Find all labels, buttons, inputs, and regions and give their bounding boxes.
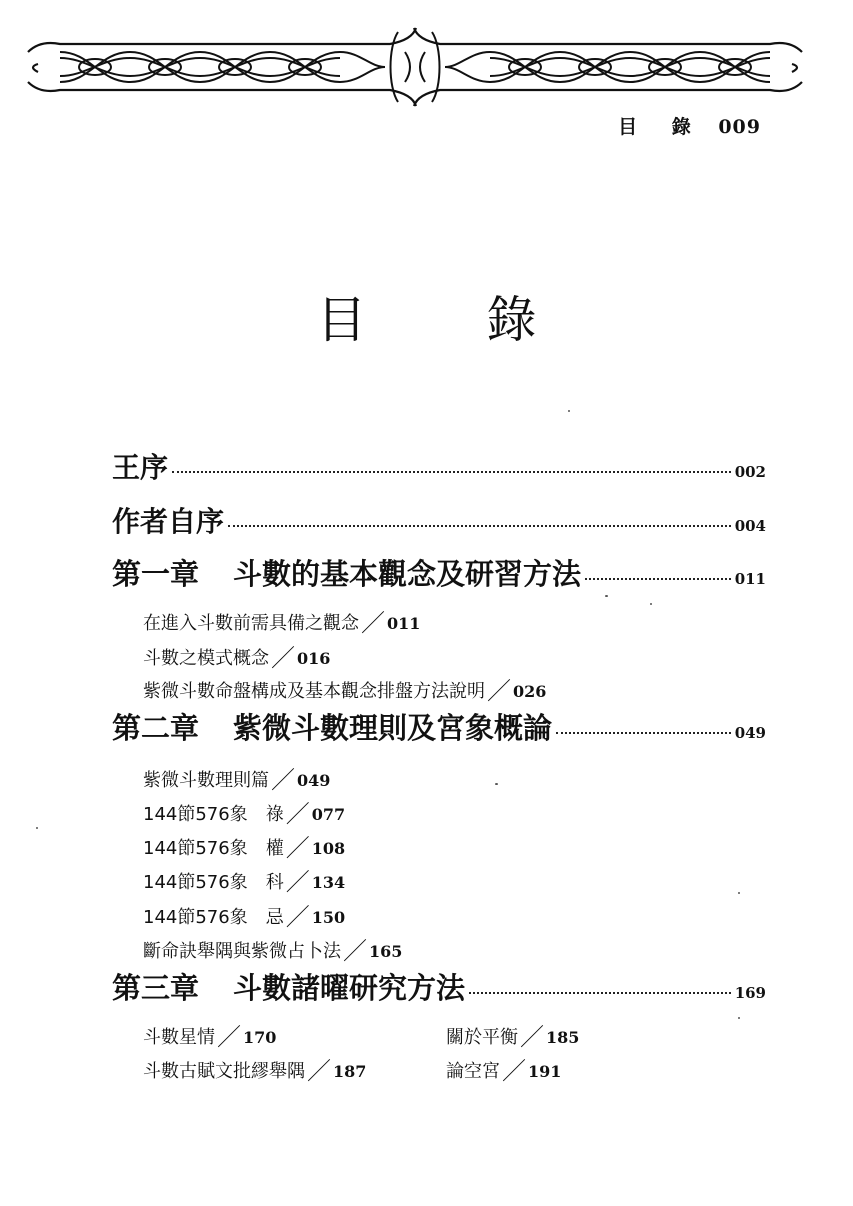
toc-sub-page: 016 (297, 649, 331, 668)
toc-chapter-3[interactable] (112, 966, 766, 1007)
toc-entry-page: 011 (734, 570, 766, 588)
toc-sub-label: 論空宮 (446, 1061, 500, 1082)
toc-sub-label: 紫微斗數理則篇 (143, 770, 269, 791)
toc-sub-entry[interactable] (446, 1015, 579, 1050)
toc-entry-page: 002 (734, 463, 766, 481)
toc-sub-label: 144節576象 權 (143, 838, 284, 859)
toc-sub-entry[interactable] (143, 758, 330, 793)
scan-speck (495, 783, 498, 785)
toc-sub-entry[interactable] (143, 1049, 366, 1084)
toc-sub-page: 165 (369, 942, 403, 961)
toc-entry-author-preface[interactable] (112, 500, 766, 540)
slash-separator: ／ (487, 677, 511, 705)
chapter-title: 斗數的基本觀念及研習方法 (233, 557, 582, 591)
toc-sub-label: 144節576象 忌 (143, 907, 284, 928)
toc-sub-label: 斷命訣舉隅與紫微占卜法 (143, 941, 341, 962)
toc-entry-label: 王序 (112, 451, 169, 484)
toc-sub-label: 斗數星情 (143, 1027, 215, 1048)
scan-speck (738, 892, 740, 894)
slash-separator: ／ (285, 868, 310, 896)
toc-sub-label: 紫微斗數命盤構成及基本觀念排盤方法說明 (143, 681, 485, 702)
toc-sub-page: 170 (243, 1028, 277, 1047)
chapter-title: 斗數諸曜研究方法 (233, 971, 466, 1005)
page-title: 目 錄 (316, 290, 589, 349)
toc-sub-page: 191 (528, 1062, 562, 1081)
knotwork-border-ornament (20, 22, 810, 108)
toc-sub-label: 144節576象 祿 (143, 804, 284, 825)
dot-leader (228, 525, 731, 527)
toc-sub-entry[interactable] (143, 895, 345, 930)
scan-speck (605, 595, 608, 597)
toc-sub-entry[interactable] (143, 929, 402, 964)
slash-separator: ／ (285, 903, 310, 931)
toc-chapter-heading (112, 552, 581, 593)
toc-sub-page: 026 (513, 682, 547, 701)
toc-chapter-heading (112, 706, 552, 747)
slash-separator: ／ (343, 937, 367, 965)
slash-separator: ／ (361, 609, 385, 637)
toc-sub-entry[interactable] (446, 1049, 561, 1084)
toc-sub-label: 關於平衡 (446, 1027, 518, 1048)
slash-separator: ／ (502, 1057, 526, 1085)
toc-sub-entry[interactable] (143, 601, 420, 636)
toc-sub-label: 144節576象 科 (143, 872, 284, 893)
slash-separator: ／ (520, 1023, 544, 1051)
slash-separator: ／ (307, 1057, 331, 1085)
scan-speck (650, 603, 652, 605)
toc-sub-entry[interactable] (143, 636, 330, 671)
toc-sub-entry[interactable] (143, 669, 546, 704)
chapter-title: 紫微斗數理則及宮象概論 (233, 711, 553, 745)
toc-entry-preface-wang[interactable] (112, 446, 766, 486)
chapter-number: 第二章 (112, 711, 200, 745)
toc-sub-page: 108 (311, 839, 346, 858)
toc-sub-page: 150 (311, 908, 346, 927)
toc-chapter-1[interactable] (112, 552, 766, 593)
toc-sub-page: 134 (311, 873, 346, 892)
toc-sub-page: 049 (297, 771, 331, 790)
dot-leader (172, 471, 731, 473)
toc-sub-entry[interactable] (143, 826, 345, 861)
toc-chapter-2[interactable] (112, 706, 766, 747)
toc-sub-entry[interactable] (143, 1015, 276, 1050)
toc-entry-page: 004 (734, 517, 766, 535)
toc-sub-label: 斗數之模式概念 (143, 648, 269, 669)
scan-speck (738, 1017, 740, 1019)
toc-chapter-heading (112, 966, 465, 1007)
toc-sub-entry[interactable] (143, 792, 345, 827)
toc-sub-page: 077 (311, 805, 346, 824)
dot-leader (585, 578, 731, 580)
toc-entry-page: 169 (734, 984, 766, 1002)
running-head-title: 目 錄 (618, 116, 705, 138)
toc-entry-label: 作者自序 (112, 505, 225, 538)
slash-separator: ／ (271, 766, 295, 794)
toc-sub-entry[interactable] (143, 860, 345, 895)
scan-speck (568, 410, 570, 412)
slash-separator: ／ (217, 1023, 241, 1051)
toc-sub-page: 185 (546, 1028, 580, 1047)
dot-leader (556, 732, 731, 734)
running-head (618, 112, 761, 139)
slash-separator: ／ (285, 800, 310, 828)
toc-sub-page: 187 (333, 1062, 367, 1081)
toc-sub-label: 斗數古賦文批繆舉隅 (143, 1061, 305, 1082)
chapter-number: 第一章 (112, 557, 200, 591)
toc-entry-page: 049 (734, 724, 766, 742)
chapter-number: 第三章 (112, 971, 200, 1005)
toc-sub-label: 在進入斗數前需具備之觀念 (143, 613, 359, 634)
slash-separator: ／ (285, 834, 310, 862)
slash-separator: ／ (271, 644, 295, 672)
dot-leader (469, 992, 731, 994)
toc-sub-page: 011 (387, 614, 421, 633)
running-head-page-number: 009 (718, 116, 761, 138)
scan-speck (36, 827, 38, 829)
